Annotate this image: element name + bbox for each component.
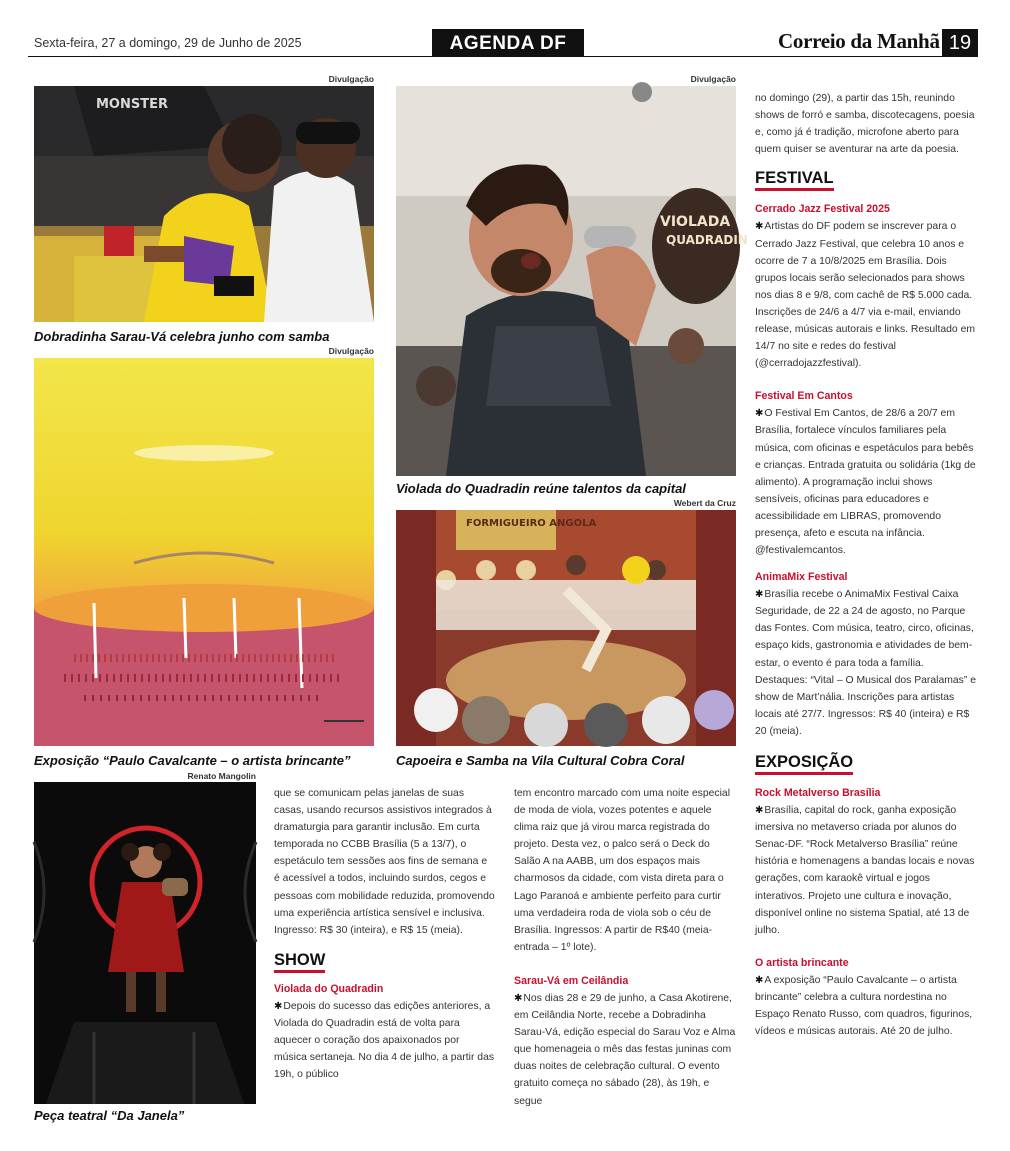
- photo-credit-violada: Divulgação: [690, 74, 736, 84]
- bullet-icon: ✱: [755, 408, 764, 420]
- article-column-2: [514, 785, 736, 1110]
- event-title: Festival Em Cantos: [755, 390, 853, 403]
- header-rule: [28, 56, 978, 57]
- caption-capoeira: Capoeira e Samba na Vila Cultural Cobra Coral: [396, 753, 685, 768]
- event-title: O artista brincante: [755, 956, 849, 969]
- photo-credit-sarau: Divulgação: [328, 74, 374, 84]
- bullet-icon: ✱: [514, 992, 523, 1004]
- section-heading-exposicao: EXPOSIÇÃO: [755, 754, 853, 775]
- section-label: AGENDA DF: [432, 29, 584, 57]
- paragraph: ✱Brasília recebe o AnimaMix Festival Caixa Seguridade, de 22 a 24 de agosto, no Parque das Fontes. Com música, teatro, circo, oficinas, espaço kids, gastronomia e atividades de bem-estar, o evento é para toda a família. Destaques: “Vital – O Musical dos Paralamas” e show de Mart’nália. Inscrições para artistas locais até 27/7. Ingressos: R$ 40 (inteira) e R$ 20 (meia).: [755, 589, 976, 737]
- caption-sarau: Dobradinha Sarau-Vá celebra junho com samba: [34, 329, 330, 344]
- sign-text-1: VIOLADA: [660, 214, 731, 230]
- bullet-icon: ✱: [755, 589, 764, 601]
- banner-text: MONSTER: [96, 97, 168, 112]
- bullet-icon: ✱: [755, 974, 764, 986]
- painting-photo: [34, 358, 374, 746]
- event-title: Violada do Quadradin: [274, 982, 384, 995]
- bullet-icon: ✱: [755, 221, 764, 233]
- paragraph: ✱A exposição “Paulo Cavalcante – o artista brincante” celebra a cultura nordestina no Espaço Renato Russo, com quadros, figurinos, vídeos e músicas autorais. Até 20 de julho.: [755, 974, 973, 1038]
- caption-teatro: Peça teatral “Da Janela”: [34, 1108, 185, 1123]
- photo-credit-teatro: Renato Mangolin: [187, 771, 256, 781]
- capoeira-photo: [396, 510, 736, 746]
- newspaper-logo: Correio da Manhã: [778, 29, 940, 53]
- section-heading-show: SHOW: [274, 952, 325, 973]
- caption-painting: Exposição “Paulo Cavalcante – o artista brincante”: [34, 753, 351, 768]
- photo-credit-capoeira: Webert da Cruz: [673, 498, 736, 508]
- article-column-1: [274, 785, 495, 1083]
- paragraph: tem encontro marcado com uma noite especial de moda de viola, vozes potentes e aquele clima raiz que já virou marca registrada do projeto. Desta vez, o palco será o Deck do Salão A na AABB, um dos espaços mais charmosos da cidade, com vista direta para o Lago Paranoá e ambiente perfeito para curtir uma verdadeira roda de viola sob o céu de Brasília. Ingressos: A partir de R$40 (meia-entrada – 1º lote).: [514, 788, 731, 953]
- paragraph: ✱Nos dias 28 e 29 de junho, a Casa Akotirene, em Ceilândia Norte, recebe a Dobradinha Sarau-Vá, edição especial do Sarau Voz e Alma que homenageia o mês das festas juninas com duas noites de celebração cultural. O evento gratuito começa no sábado (28), às 19h, e segue: [514, 992, 736, 1107]
- paragraph: ✱Artistas do DF podem se inscrever para o Cerrado Jazz Festival, que celebra 10 anos e ocorre de 7 a 10/8/2025 em Brasília. Dois grupos locais serão selecionados para shows nos dias 8 e 9/8, com cachê de R$ 5.000 cada. Inscrições de 24/6 a 4/7 via e-mail, enviando release, músicas autorais e links. Resultado em 14/7 no site e redes do festival (@cerradojazzfestival).: [755, 221, 976, 370]
- bullet-icon: ✱: [755, 805, 764, 817]
- sign-text-2: QUADRADIN: [666, 233, 748, 247]
- photo-credit-painting: Divulgação: [328, 346, 374, 356]
- bullet-icon: ✱: [274, 1000, 283, 1012]
- event-title: Rock Metalverso Brasília: [755, 787, 881, 800]
- event-title: Cerrado Jazz Festival 2025: [755, 203, 890, 216]
- teatro-photo: [34, 782, 256, 1104]
- section-heading-festival: FESTIVAL: [755, 170, 834, 191]
- event-title: Sarau-Vá em Ceilândia: [514, 974, 629, 987]
- paragraph: ✱Depois do sucesso das edições anteriores, a Violada do Quadradin está de volta para aquecer o coração dos apaixonados por música sertaneja. No dia 4 de julho, a partir das 19h, o público: [274, 1000, 495, 1081]
- paragraph: no domingo (29), a partir das 15h, reunindo shows de forró e samba, discotecagens, poesia e, como já é tradição, microfone aberto para quem quiser se aventurar na arte da poesia.: [755, 93, 975, 156]
- event-title: AnimaMix Festival: [755, 571, 848, 584]
- paragraph: que se comunicam pelas janelas de suas casas, usando recursos assistivos integrados à dramaturgia para garantir inclusão. Em curta temporada no CCBB Brasília (5 a 13/7), o espetáculo tem sessões aos fins de semana e é acessível a todos, incluindo surdos, cegos e pessoas com mobilidade reduzida, promovendo uma experiência artística sensível e inclusiva. Ingresso: R$ 30 (inteira), e R$ 15 (meia).: [274, 788, 495, 936]
- banner-text: FORMIGUEIRO ANGOLA: [466, 518, 597, 529]
- paragraph: ✱Brasília, capital do rock, ganha exposição imersiva no metaverso criada por alunos do Senac-DF. “Rock Metalverso Brasília” reúne história e homenagens a bandas locais e novas gerações, com karaokê virtual e jogos interativos. Projeto une cultura e inovação, disponível online no sistema Spatial, até 13 de julho.: [755, 805, 975, 936]
- caption-violada: Violada do Quadradin reúne talentos da capital: [396, 481, 686, 496]
- paragraph: ✱O Festival Em Cantos, de 28/6 a 20/7 em Brasília, fortalece vínculos familiares pela música, com oficinas e espetáculos para bebês e crianças. Entrada gratuita ou solidária (1kg de alimento). A programação inclui shows sensíveis, oficinas para educadores e acessibilidade em LIBRAS, promovendo presença, afeto e escuta na infância. @festivalemcantos.: [755, 408, 976, 557]
- article-column-3: [755, 90, 977, 1040]
- edition-date: Sexta-feira, 27 a domingo, 29 de Junho de 2025: [34, 36, 302, 50]
- violada-photo: [396, 86, 748, 476]
- sarau-photo: [34, 86, 374, 322]
- page-number: 19: [942, 29, 978, 57]
